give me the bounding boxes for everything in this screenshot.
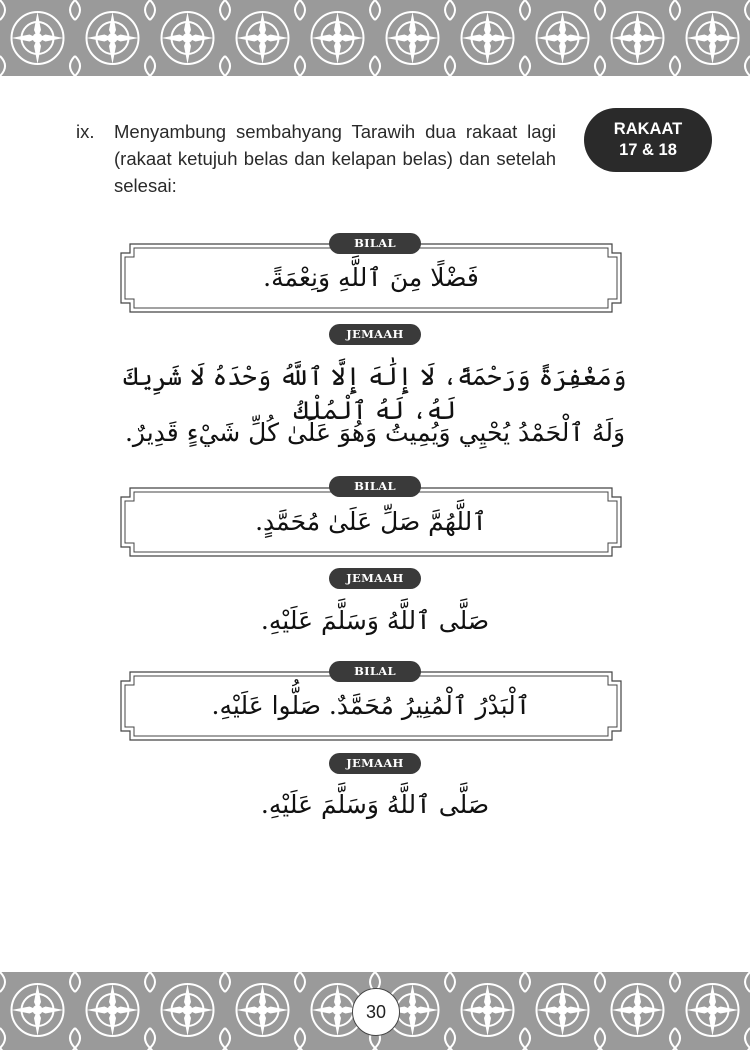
jemaah-label-3: JEMAAH xyxy=(329,753,421,774)
jemaah-label-2: JEMAAH xyxy=(329,568,421,589)
bilal-label-3: BILAL xyxy=(329,661,421,682)
rakaat-badge-line2: 17 & 18 xyxy=(619,141,677,159)
bilal-text-1: فَضْلًا مِنَ ٱللَّهِ وَنِعْمَةً. xyxy=(263,263,479,292)
instruction-item xyxy=(76,118,556,199)
item-number: ix. xyxy=(76,121,95,142)
rakaat-badge xyxy=(584,108,712,172)
jemaah-text-1b: وَلَهُ ٱلْحَمْدُ يُحْيِي وَيُمِيتُ وَهُوَ عَلَىٰ كُلِّ شَيْءٍ قَدِيرٌ. xyxy=(124,418,626,447)
item-text: Menyambung sembahyang Tarawih dua rakaat lagi (rakaat ketujuh belas dan kelapan belas) dan setelah selesai: xyxy=(114,121,556,196)
rakaat-badge-line1: RAKAAT xyxy=(613,120,683,138)
jemaah-text-3: صَلَّى ٱللَّهُ وَسَلَّمَ عَلَيْهِ. xyxy=(260,790,490,819)
top-ornament-border xyxy=(0,0,750,76)
jemaah-text-2: صَلَّى ٱللَّهُ وَسَلَّمَ عَلَيْهِ. xyxy=(260,606,490,635)
bilal-text-3: ٱلْبَدْرُ ٱلْمُنِيرُ مُحَمَّدٌ. صَلُّوا عَلَيْهِ. xyxy=(211,691,531,720)
bilal-label-1: BILAL xyxy=(329,233,421,254)
jemaah-text-1a: وَمَغْفِرَةً وَرَحْمَةً، لَا إِلَٰهَ إِلَّا ٱللَّهُ وَحْدَهُ لَا شَرِيكَ لَهُ، لَهُ ٱلْمُلْكُ xyxy=(123,362,627,425)
page-number: 30 xyxy=(352,988,400,1036)
jemaah-label-1: JEMAAH xyxy=(329,324,421,345)
bilal-label-2: BILAL xyxy=(329,476,421,497)
bilal-frame-2 xyxy=(120,487,622,557)
bilal-text-2: ٱللَّهُمَّ صَلِّ عَلَىٰ مُحَمَّدٍ. xyxy=(255,507,487,536)
